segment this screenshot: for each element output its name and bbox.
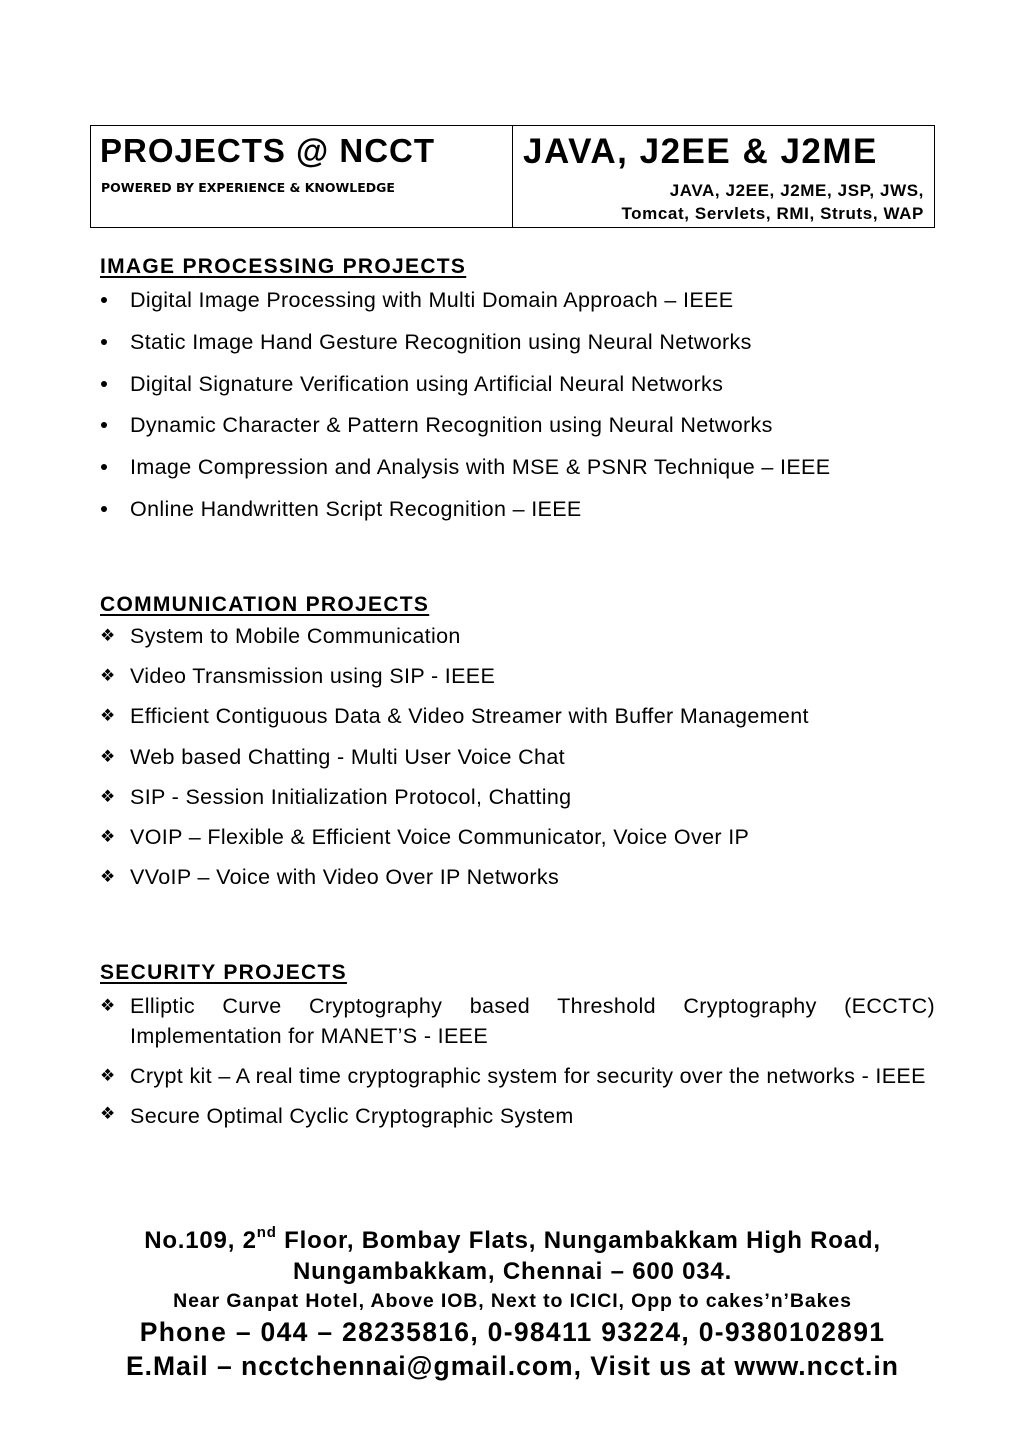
brand-title: PROJECTS @ NCCT [100, 132, 436, 169]
list-item [100, 744, 935, 784]
list-item [100, 412, 935, 454]
list-item-text: Dynamic Character & Pattern Recognition using Neural Networks [130, 413, 773, 438]
list-item-text: Static Image Hand Gesture Recognition using Neural Networks [130, 329, 752, 354]
list-item-text: Online Handwritten Script Recognition – IEEE [130, 496, 582, 521]
list-item-text: VVoIP – Voice with Video Over IP Networks [130, 865, 560, 890]
diamond-bullet-icon: ❖ [100, 706, 116, 726]
list-item-text: Efficient Contiguous Data & Video Streamer with Buffer Management [130, 704, 809, 729]
list-item-text: Digital Signature Verification using Artificial Neural Networks [130, 371, 724, 396]
address-prefix: No.109, 2 [144, 1227, 257, 1254]
diamond-bullet-icon: ❖ [100, 786, 116, 806]
diamond-bullet-icon: ❖ [100, 1104, 116, 1123]
section-heading: COMMUNICATION PROJECTS [100, 593, 430, 616]
footer-email: E.Mail – ncctchennai@gmail.com, Visit us at www.ncct.in [126, 1351, 899, 1381]
footer-city: Nungambakkam, Chennai – 600 034. [292, 1258, 733, 1285]
list-item-text: SIP - Session Initialization Protocol, Chatting [130, 784, 572, 809]
list-item [100, 496, 935, 538]
header-tech-cell [513, 126, 934, 227]
list-item-text: Image Compression and Analysis with MSE & PSNR Technique – IEEE [130, 455, 831, 480]
footer-phone: Phone – 044 – 28235816, 0-98411 93224, 0-9380102891 [139, 1317, 886, 1347]
list-item [100, 454, 935, 496]
list-item [100, 623, 935, 663]
list-item-text: System to Mobile Communication [130, 624, 461, 648]
diamond-bullet-icon: ❖ [100, 666, 116, 686]
list-item [100, 371, 935, 413]
address-ordinal-suffix: nd [256, 1224, 277, 1241]
tech-list-line-1: JAVA, J2EE, J2ME, JSP, JWS, [669, 181, 924, 200]
section-heading: SECURITY PROJECTS [100, 961, 347, 984]
list-item [100, 991, 935, 1051]
diamond-bullet-icon: ❖ [100, 746, 116, 766]
diamond-bullet-icon: ❖ [100, 1066, 116, 1085]
address-suffix: Floor, Bombay Flats, Nungambakkam High Road, [276, 1227, 881, 1254]
project-list [100, 287, 935, 538]
list-item-text: Web based Chatting - Multi User Voice Chat [130, 744, 565, 769]
list-item-text: Elliptic Curve Cryptography based Threshold Cryptography (ECCTC) Implementation for MANET’S - IEEE [130, 994, 935, 1048]
footer-address [90, 1225, 935, 1257]
list-item-text: Crypt kit – A real time cryptographic system for security over the networks - IEEE [130, 1064, 926, 1088]
list-item [100, 329, 935, 371]
project-list [100, 623, 935, 904]
list-item-text: Video Transmission using SIP - IEEE [130, 664, 496, 689]
list-item [100, 784, 935, 824]
list-item-text: Digital Image Processing with Multi Domain Approach – IEEE [130, 288, 734, 312]
tech-title: JAVA, J2EE & J2ME [523, 132, 878, 171]
list-item [100, 824, 935, 864]
list-item [100, 1101, 935, 1131]
project-list [100, 991, 935, 1131]
list-item [100, 287, 935, 329]
list-item-text: Secure Optimal Cyclic Cryptographic System [130, 1104, 574, 1128]
image-processing-section [100, 255, 935, 538]
list-item [100, 703, 935, 743]
brand-tagline: POWERED BY EXPERIENCE & KNOWLEDGE [101, 180, 395, 195]
tech-list-line-2: Tomcat, Servlets, RMI, Struts, WAP [621, 204, 924, 223]
diamond-bullet-icon: ❖ [100, 867, 116, 887]
list-item [100, 864, 935, 904]
list-item-text: VOIP – Flexible & Efficient Voice Communicator, Voice Over IP [130, 824, 750, 849]
security-section [100, 961, 935, 1131]
diamond-bullet-icon: ❖ [100, 626, 116, 645]
diamond-bullet-icon: ❖ [100, 826, 116, 846]
diamond-bullet-icon: ❖ [100, 996, 116, 1015]
list-item [100, 663, 935, 703]
header-brand-cell [91, 126, 513, 227]
list-item [100, 1061, 935, 1091]
section-heading: IMAGE PROCESSING PROJECTS [100, 255, 467, 278]
footer-landmark: Near Ganpat Hotel, Above IOB, Next to ICICI, Opp to cakes’n’Bakes [173, 1290, 852, 1312]
contact-footer [90, 1225, 935, 1383]
header-box [90, 125, 935, 228]
communication-section [100, 593, 935, 904]
